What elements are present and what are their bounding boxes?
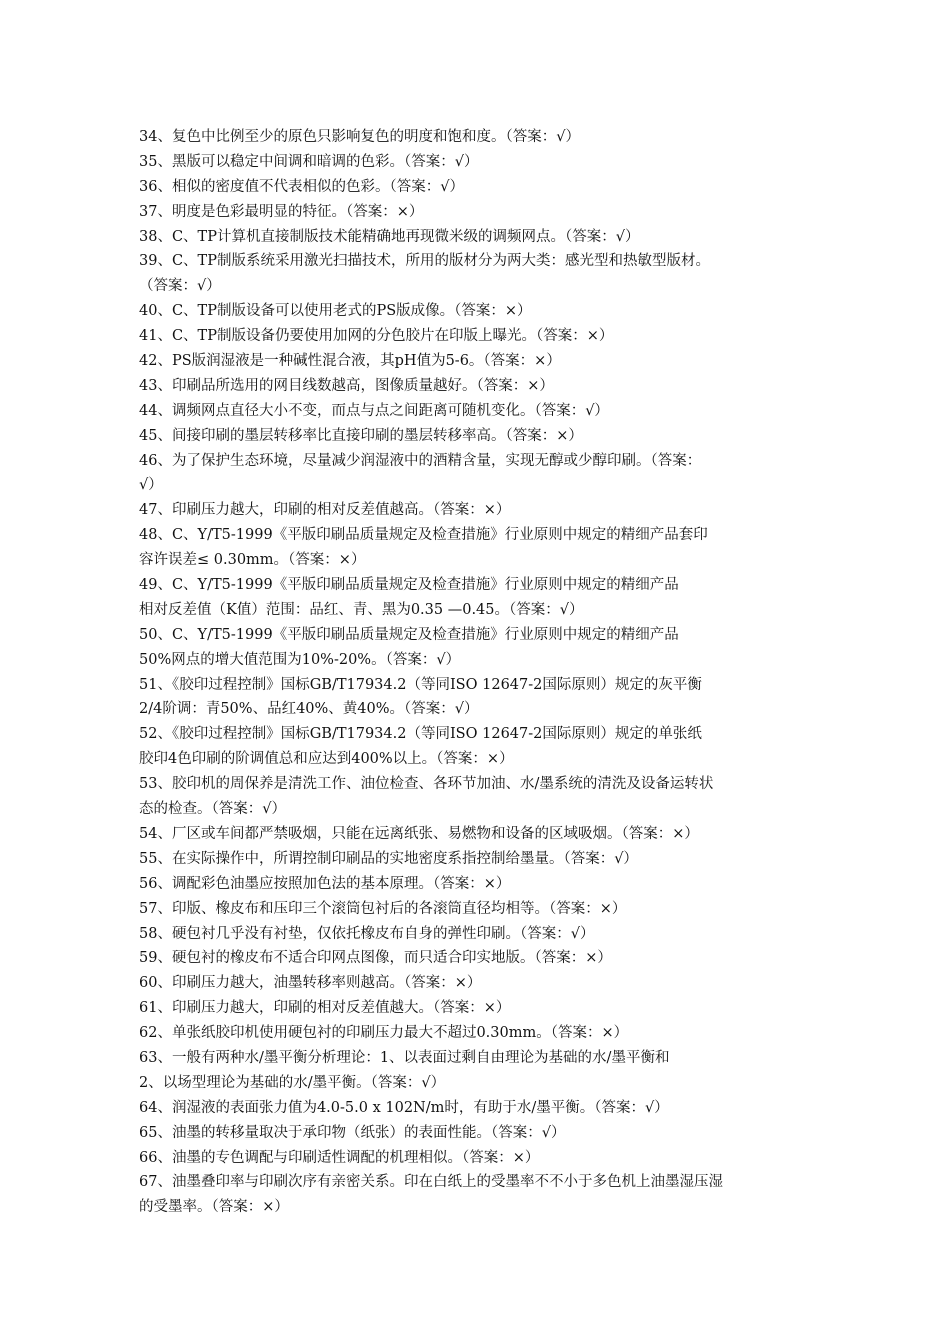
text-line: 65、油墨的转移量取决于承印物（纸张）的表面性能。（答案：√）	[139, 1124, 566, 1141]
text-line: 40、C、TP制版设备可以使用老式的PS版成像。（答案：×）	[139, 303, 532, 320]
text-line: 47、印刷压力越大，印刷的相对反差值越高。（答案：×）	[139, 502, 511, 519]
text-line: 52、《胶印过程控制》国标GB/T17934.2（等同ISO 12647-2国际原则）规定的单张纸	[139, 726, 702, 743]
text-line: 35、黑版可以稳定中间调和暗调的色彩。（答案：√）	[139, 153, 479, 170]
text-line: 61、印刷压力越大，印刷的相对反差值越大。（答案：×）	[139, 1000, 511, 1017]
text-line: 2/4阶调：青50%、品红40%、黄40%。（答案：√）	[139, 701, 479, 718]
text-line: 50%网点的增大值范围为10%-20%。（答案：√）	[139, 651, 461, 668]
text-line: 55、在实际操作中，所谓控制印刷品的实地密度系指控制给墨量。（答案：√）	[139, 850, 638, 867]
text-line: 51、《胶印过程控制》国标GB/T17934.2（等同ISO 12647-2国际原则）规定的灰平衡	[139, 676, 702, 693]
text-line: 36、相似的密度值不代表相似的色彩。（答案：√）	[139, 178, 464, 195]
document-body	[139, 125, 839, 1220]
text-line: 34、复色中比例至少的原色只影响复色的明度和饱和度。（答案：√）	[139, 129, 580, 145]
text-line: 2、以场型理论为基础的水/墨平衡。（答案：√）	[139, 1074, 446, 1091]
text-line: 41、C、TP制版设备仍要使用加网的分色胶片在印版上曝光。（答案：×）	[139, 328, 614, 345]
text-line: 胶印4色印刷的阶调值总和应达到400%以上。（答案：×）	[139, 751, 514, 768]
text-line: 容许误差≤ 0.30mm。（答案：×）	[139, 552, 366, 569]
text-line: 59、硬包衬的橡皮布不适合印网点图像，而只适合印实地版。（答案：×）	[139, 950, 612, 967]
text-line: 50、C、Y/T5-1999《平版印刷品质量规定及检查措施》行业原则中规定的精细产品	[139, 626, 679, 643]
text-line: 45、间接印刷的墨层转移率比直接印刷的墨层转移率高。（答案：×）	[139, 427, 583, 444]
text-line: （答案：√）	[139, 278, 221, 295]
text-line: 43、印刷品所选用的网目线数越高，图像质量越好。（答案：×）	[139, 377, 554, 394]
text-line: 57、印版、橡皮布和压印三个滚筒包衬后的各滚筒直径均相等。（答案：×）	[139, 900, 627, 917]
text-line: 相对反差值（K值）范围：品红、青、黑为0.35 —0.45。（答案：√）	[139, 601, 584, 618]
text-line: 63、一般有两种水/墨平衡分析理论：1、以表面过剩自由理论为基础的水/墨平衡和	[139, 1049, 670, 1066]
text-line: √）	[139, 477, 163, 494]
text-line: 60、印刷压力越大，油墨转移率则越高。（答案：×）	[139, 975, 482, 992]
text-line: 46、为了保护生态环境，尽量减少润湿液中的酒精含量，实现无醇或少醇印刷。（答案：	[139, 452, 702, 469]
text-line: 67、油墨叠印率与印刷次序有亲密关系。印在白纸上的受墨率不不小于多色机上油墨湿压湿	[139, 1174, 723, 1191]
text-line: 64、润湿液的表面张力值为4.0-5.0 x 102N/m时，有助于水/墨平衡。（答案：√）	[139, 1099, 669, 1116]
text-line: 38、C、TP计算机直接制版技术能精确地再现微米级的调频网点。（答案：√）	[139, 228, 640, 245]
text-line: 53、胶印机的周保养是清洗工作、油位检查、各环节加油、水/墨系统的清洗及设备运转状	[139, 776, 714, 793]
text-line: 态的检查。（答案：√）	[139, 801, 286, 818]
text-line: 44、调频网点直径大小不变，而点与点之间距离可随机变化。（答案：√）	[139, 402, 609, 419]
text-line: 54、厂区或车间都严禁吸烟，只能在远离纸张、易燃物和设备的区域吸烟。（答案：×）	[139, 825, 699, 842]
text-line: 62、单张纸胶印机使用硬包衬的印刷压力最大不超过0.30mm。（答案：×）	[139, 1025, 629, 1042]
text-line: 42、PS版润湿液是一种碱性混合液，其pH值为5-6。（答案：×）	[139, 353, 561, 370]
text-line: 66、油墨的专色调配与印刷适性调配的机理相似。（答案：×）	[139, 1149, 540, 1166]
text-line: 39、C、TP制版系统采用激光扫描技术，所用的版材分为两大类：感光型和热敏型版材。	[139, 253, 710, 270]
text-line: 58、硬包衬几乎没有衬垫，仅依托橡皮布自身的弹性印刷。（答案：√）	[139, 925, 595, 942]
text-line: 56、调配彩色油墨应按照加色法的基本原理。（答案：×）	[139, 875, 511, 892]
text-line: 49、C、Y/T5-1999《平版印刷品质量规定及检查措施》行业原则中规定的精细产品	[139, 577, 679, 594]
text-line: 48、C、Y/T5-1999《平版印刷品质量规定及检查措施》行业原则中规定的精细产品套印	[139, 527, 708, 544]
text-line: 37、明度是色彩最明显的特征。（答案：×）	[139, 203, 424, 220]
text-line: 的受墨率。（答案：×）	[139, 1199, 289, 1216]
